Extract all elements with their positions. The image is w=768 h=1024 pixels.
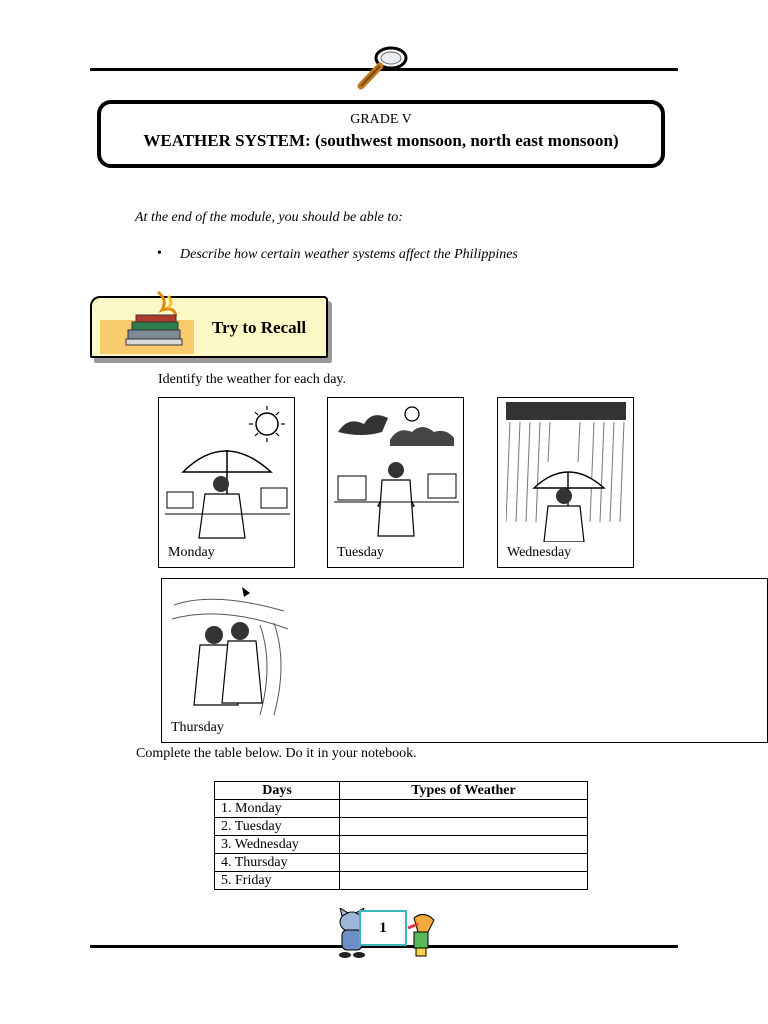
- magnifying-glass-icon: [355, 44, 411, 90]
- table-cell-day: 2. Tuesday: [215, 818, 340, 836]
- tuesday-picture: [327, 397, 464, 568]
- title-box: [97, 100, 665, 168]
- table-row: [215, 818, 588, 836]
- table-cell-day: 4. Thursday: [215, 854, 340, 872]
- rainy-scene-icon: [506, 402, 626, 542]
- day-label: Thursday: [171, 720, 224, 735]
- monday-picture: [158, 397, 295, 568]
- table-row: [215, 854, 588, 872]
- try-to-recall-box: [90, 296, 328, 358]
- table-row: [215, 872, 588, 890]
- objective-item: Describe how certain weather systems affect the Philippines: [180, 247, 518, 262]
- day-label: Tuesday: [337, 545, 384, 560]
- activity-instruction: Identify the weather for each day.: [158, 372, 346, 387]
- weather-table: [214, 781, 588, 890]
- objectives-intro: At the end of the module, you should be able to:: [135, 210, 403, 225]
- books-icon: [98, 290, 194, 354]
- wednesday-picture: [497, 397, 634, 568]
- table-cell-day: 5. Friday: [215, 872, 340, 890]
- table-cell-day: 3. Wednesday: [215, 836, 340, 854]
- thursday-picture: [161, 578, 768, 743]
- objective-bullet: •: [157, 246, 162, 261]
- table-cell-weather: [340, 818, 588, 836]
- table-row: [215, 836, 588, 854]
- table-cell-weather: [340, 836, 588, 854]
- page-number: 1: [359, 910, 407, 946]
- table-cell-day: 1. Monday: [215, 800, 340, 818]
- stormy-scene-icon: [170, 585, 290, 717]
- column-header: Days: [215, 782, 340, 800]
- table-cell-weather: [340, 854, 588, 872]
- column-header: Types of Weather: [340, 782, 588, 800]
- sunny-scene-icon: [165, 402, 290, 542]
- table-instruction: Complete the table below. Do it in your notebook.: [136, 746, 417, 761]
- fox-mascot-icon: [404, 912, 438, 960]
- topic-title: WEATHER SYSTEM: (southwest monsoon, north east monsoon): [143, 131, 619, 150]
- table-row: [215, 800, 588, 818]
- day-label: Wednesday: [507, 545, 572, 560]
- table-cell-weather: [340, 872, 588, 890]
- cloudy-scene-icon: [334, 402, 459, 542]
- day-label: Monday: [168, 545, 215, 560]
- table-header-row: [215, 782, 588, 800]
- section-title: Try to Recall: [212, 318, 307, 337]
- grade-label: GRADE V: [350, 112, 412, 127]
- table-cell-weather: [340, 800, 588, 818]
